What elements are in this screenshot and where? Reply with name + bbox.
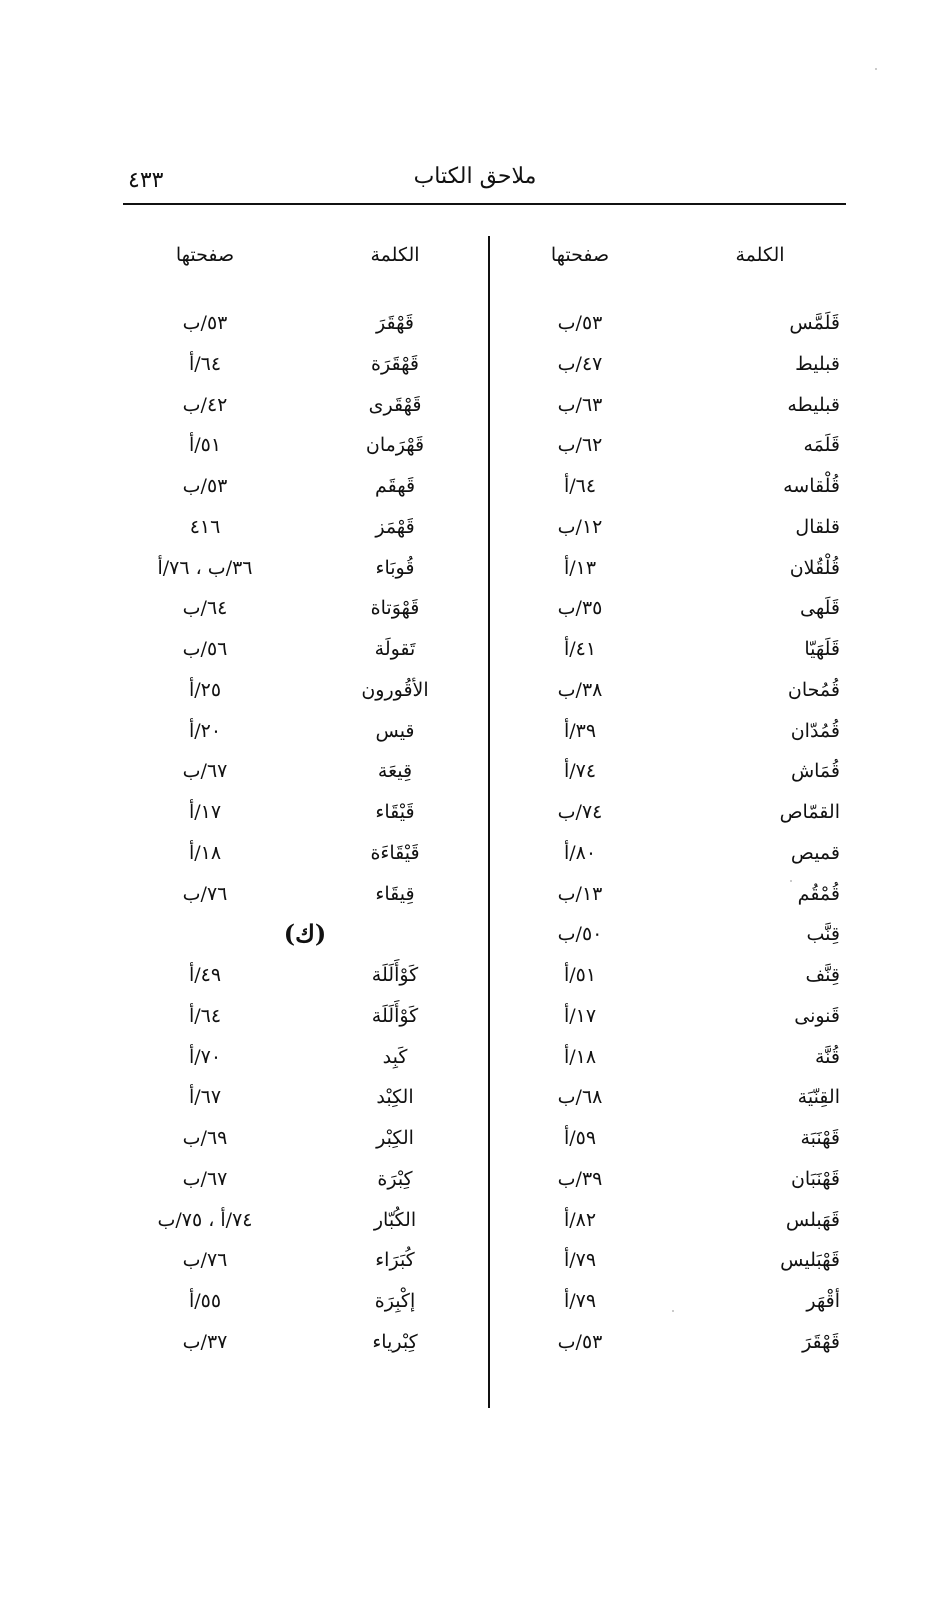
index-page-ref: ٥٩/أ	[563, 1127, 597, 1149]
left-word-heading: الكلمة	[370, 244, 420, 266]
index-word: قلقال	[795, 515, 840, 538]
index-word: إكْبِرَة	[374, 1290, 416, 1312]
index-word: قَهقَم	[374, 475, 416, 497]
index-word: قَيْقَاءَة	[370, 841, 420, 864]
index-page-ref: ٨٠/أ	[563, 841, 597, 864]
index-word: قبليطه	[787, 393, 840, 416]
scan-speck	[790, 880, 792, 882]
index-word: الكِبْد	[376, 1086, 414, 1109]
right-page-heading: صفحتها	[550, 244, 610, 266]
index-page-ref: ٣٥/ب	[557, 597, 603, 620]
index-page-ref: ٦٩/ب	[182, 1127, 228, 1149]
index-page-ref: ٥١/أ	[563, 964, 597, 986]
index-page-ref: ٣٨/ب	[557, 678, 603, 701]
index-word: قَهْنَبَان	[790, 1167, 840, 1190]
index-page-ref: ١٣/ب	[557, 882, 603, 905]
index-page-ref: ٣٩/ب	[557, 1167, 603, 1190]
index-word: قُلْقُلان	[789, 556, 840, 579]
index-word: قُمَاش	[790, 760, 840, 783]
index-page-ref: ٦٤/أ	[188, 1004, 222, 1027]
index-page-ref: ٧٠/أ	[188, 1045, 222, 1068]
index-page-ref: ٥٣/ب	[557, 1330, 603, 1353]
index-word: الكُبّار	[373, 1208, 417, 1231]
index-word: قَلَمَه	[803, 434, 840, 457]
scan-speck	[672, 1310, 674, 1312]
index-page-ref: ٤٢/ب	[182, 393, 228, 416]
index-word: كُبَرَاء	[375, 1249, 415, 1272]
index-page-ref: ٥١/أ	[188, 434, 222, 457]
index-page-ref: ٦٤/أ	[563, 475, 597, 497]
index-word: قُوبَاء	[375, 556, 415, 579]
index-page-ref: ٢٥/أ	[188, 678, 222, 701]
index-word: قَهْقَرَ	[802, 1330, 840, 1353]
index-page-ref: ٦٧/ب	[182, 760, 228, 783]
index-word: قِيقَاء	[375, 882, 415, 905]
header-rule	[123, 203, 846, 205]
index-word: قَهْوَتاة	[370, 597, 420, 620]
index-page-ref: ٦٢/ب	[557, 434, 603, 457]
running-title: ملاحق الكتاب	[413, 164, 537, 189]
index-word: قَهْقَرَ	[376, 312, 414, 334]
index-page-ref: ١٣/أ	[563, 556, 597, 579]
index-page-ref: ٥٣/ب	[182, 312, 228, 334]
index-word: قِيعَة	[377, 760, 413, 783]
index-word: قَهْمَز	[375, 515, 415, 538]
index-word: كَوْأَلَلَة	[371, 1004, 419, 1027]
index-word: قَهْرَمان	[365, 434, 425, 457]
index-word: قَلَمَّس	[789, 312, 840, 334]
index-word: قُمْقُم	[797, 882, 840, 905]
index-page-ref: ٨٢/أ	[563, 1208, 597, 1231]
index-word: قَهْقَرَة	[371, 352, 419, 375]
index-page-ref: ١٧/أ	[563, 1004, 597, 1027]
right-word-heading: الكلمة	[735, 244, 785, 266]
index-word: قَهْقَرى	[368, 393, 422, 416]
index-page-ref: ٢٠/أ	[188, 719, 222, 742]
index-page-ref: ٣٩/أ	[563, 719, 597, 742]
index-page-ref: ٥٣/ب	[557, 312, 603, 334]
index-page-ref: ٦٧/أ	[188, 1086, 222, 1109]
index-word: الكِبْر	[376, 1127, 414, 1149]
index-page-ref: ٧٤/ب	[557, 801, 603, 823]
index-word: كَبِد	[382, 1045, 408, 1068]
index-word: كِبْرَة	[377, 1167, 413, 1190]
index-page-ref: ٤١/أ	[563, 638, 597, 660]
index-word: قُمُحان	[787, 678, 840, 701]
index-page-ref: ٤١٦	[189, 515, 221, 538]
index-word: قَلَهى	[800, 597, 840, 620]
index-page-ref: ٦٤/أ	[188, 352, 222, 375]
index-page-ref: ١٨/أ	[563, 1045, 597, 1068]
index-page-ref: ٧٩/أ	[563, 1290, 597, 1312]
index-word: قَلَهَيّا	[804, 638, 840, 660]
index-page-ref: ٧٦/ب	[182, 1249, 228, 1272]
index-word: الأقُورون	[361, 678, 429, 701]
index-page-ref: ٤٩/أ	[188, 964, 222, 986]
index-page-ref: ٥٠/ب	[557, 923, 603, 946]
index-word: قَهَبلس	[785, 1208, 840, 1231]
index-word: القِنّيَة	[797, 1086, 840, 1109]
index-page-ref: ٧٤/أ ، ٧٥/ب	[157, 1208, 253, 1231]
index-page-ref: ٧٤/أ	[563, 760, 597, 783]
index-word: قَيْقَاء	[375, 801, 415, 823]
index-page-ref: ٧٩/أ	[563, 1249, 597, 1272]
index-page-ref: ٦٤/ب	[182, 597, 228, 620]
index-word: قُنَّة	[814, 1045, 840, 1068]
index-word: قَهْبَليس	[780, 1249, 840, 1272]
index-page-ref: ١٧/أ	[188, 801, 222, 823]
index-word: كِبْرياء	[372, 1330, 418, 1353]
index-page-ref: ٣٧/ب	[182, 1330, 228, 1353]
index-word: قَنونى	[794, 1004, 840, 1027]
scan-speck	[875, 68, 877, 70]
index-word: قيس	[375, 719, 415, 742]
index-word: تَقولَة	[374, 638, 416, 660]
index-page-ref: ٣٦/ب ، ٧٦/أ	[157, 556, 253, 579]
index-page-ref: ٦٧/ب	[182, 1167, 228, 1190]
index-word: قبليط	[795, 352, 840, 375]
index-page-ref: ٥٣/ب	[182, 475, 228, 497]
index-page-ref: ٦٨/ب	[557, 1086, 603, 1109]
index-page-ref: ١٨/أ	[188, 841, 222, 864]
index-page-ref: ٦٣/ب	[557, 393, 603, 416]
index-page-ref: ٥٥/أ	[188, 1290, 222, 1312]
index-word: قِنَّب	[806, 923, 840, 946]
index-word: قَهْنَبَة	[800, 1127, 840, 1149]
index-word: قُمُدّان	[790, 719, 840, 742]
index-page-ref: ١٢/ب	[557, 515, 603, 538]
index-page-ref: ٤٧/ب	[557, 352, 603, 375]
index-word: أقْهَر	[806, 1290, 840, 1312]
index-word: قميص	[790, 841, 840, 864]
index-word: قُلْقاسه	[783, 475, 840, 497]
index-word: قِنَّف	[805, 964, 840, 986]
index-page-ref: ٥٦/ب	[182, 638, 228, 660]
column-divider	[488, 236, 490, 1408]
left-page-heading: صفحتها	[175, 244, 235, 266]
index-word: كَوْأَلَلَة	[371, 964, 419, 986]
page-number: ٤٣٣	[128, 168, 164, 193]
index-page-ref: ٧٦/ب	[182, 882, 228, 905]
section-letter-heading: (ك)	[283, 919, 327, 949]
index-word: القمّاص	[779, 801, 840, 823]
